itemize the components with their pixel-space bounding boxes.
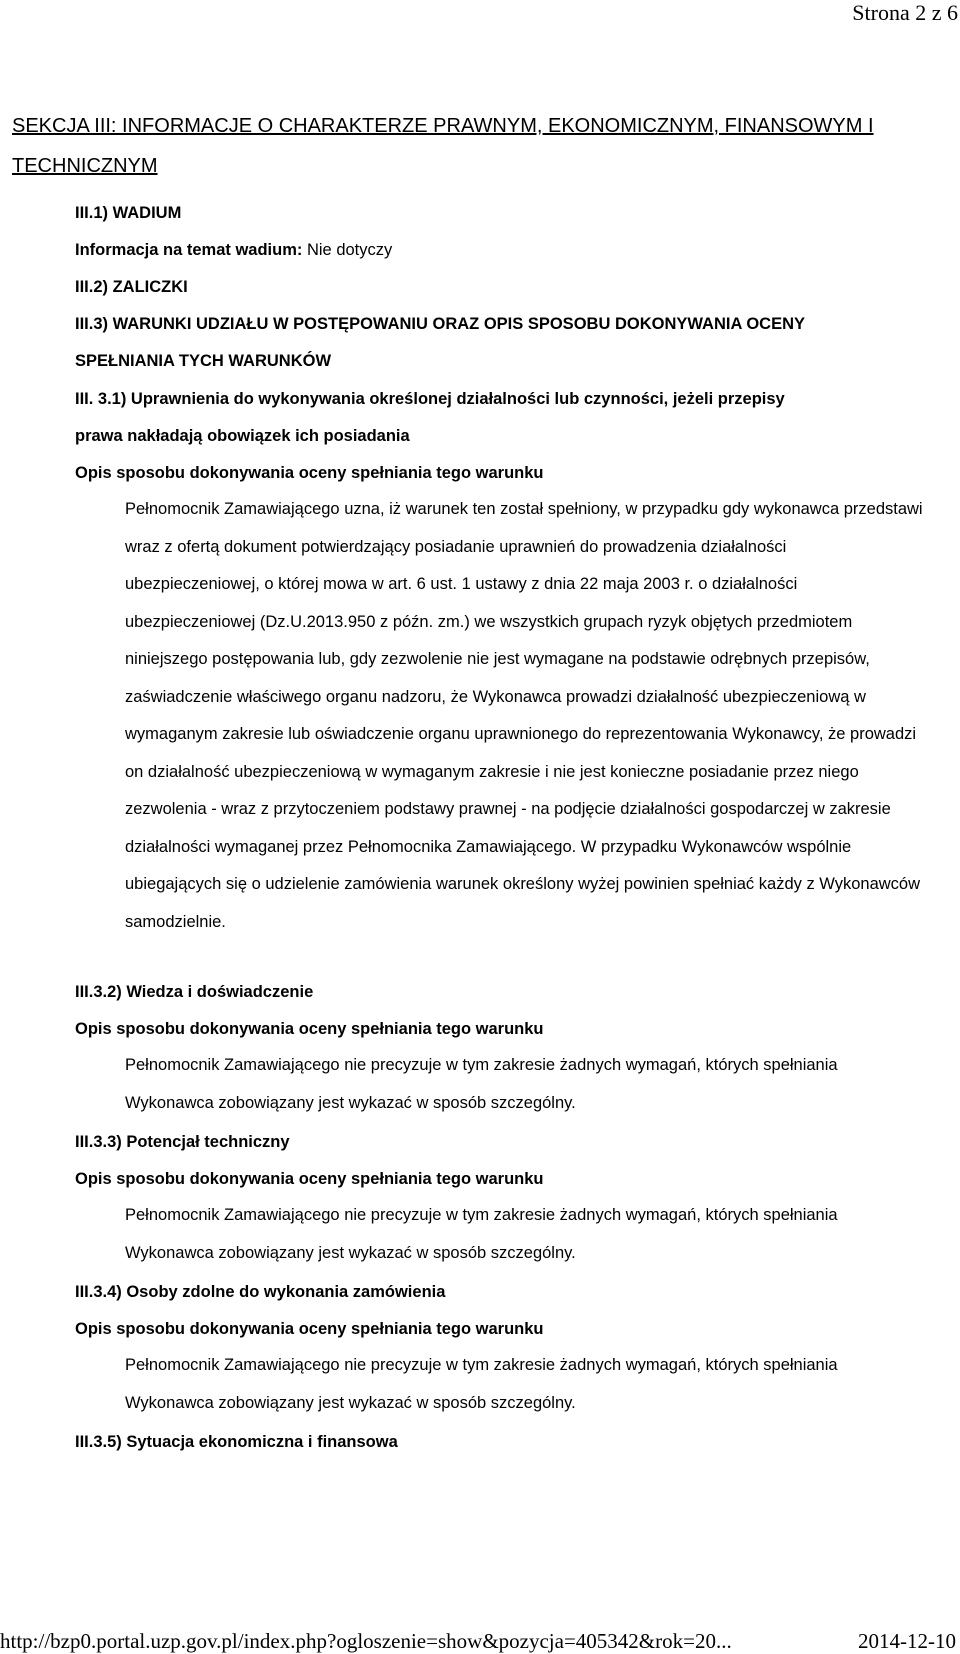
footer-date: 2014-12-10: [858, 1629, 956, 1653]
osoby-opis-label: Opis sposobu dokonywania oceny spełniania tego warunku: [75, 1320, 544, 1338]
wiedza-heading: III.3.2) Wiedza i doświadczenie: [75, 983, 314, 1001]
potencjal-opis-label: Opis sposobu dokonywania oceny spełniania tego warunku: [75, 1170, 544, 1188]
wadium-heading: III.1) WADIUM: [75, 204, 182, 222]
wiedza-opis-label: Opis sposobu dokonywania oceny spełniania tego warunku: [75, 1020, 544, 1038]
wiedza-text: Pełnomocnik Zamawiającego nie precyzuje w tym zakresie żadnych wymagań, których spełniania Wykonawca zobowiązany jest wykazać w sposób szczególny.: [125, 1056, 838, 1112]
osoby-heading: III.3.4) Osoby zdolne do wykonania zamówienia: [75, 1283, 446, 1301]
wadium-info-value: Nie dotyczy: [302, 241, 393, 259]
uprawnienia-text: Pełnomocnik Zamawiającego uzna, iż warunek ten został spełniony, w przypadku gdy wykonawca przedstawi wraz z ofertą dokument potwierdzający posiadanie uprawnień do prowadzenia działalności ubezpieczeniowej, o której mowa w art. 6 ust. 1 ustawy z dnia 22 maja 2003 r. o działalności ubezpieczeniowej (Dz.U.2013.950 z późn. zm.) we wszystkich grupach ryzyk objętych przedmiotem niniejszego postępowania lub, gdy zezwolenie nie jest wymagane na podstawie odrębnych przepisów, zaświadczenie właściwego organu nadzoru, że Wykonawca prowadzi działalność ubezpieczeniową w wymaganym zakresie lub oświadczenie organu uprawnionego do reprezentowania Wykonawcy, że prowadzi on działalność ubezpieczeniową w wymaganym zakresie i nie jest konieczne posiadanie przez niego zezwolenia - wraz z przytoczeniem podstawy prawnej - na podjęcie działalności gospodarczej w zakresie działalności wymaganej przez Pełnomocnika Zamawiającego. W przypadku Wykonawców wspólnie ubiegających się o udzielenie zamówienia warunek określony wyżej powinien spełniać każdy z Wykonawców samodzielnie.: [125, 500, 923, 931]
uprawnienia-heading-line1: III. 3.1) Uprawnienia do wykonywania określonej działalności lub czynności, jeżeli przepisy: [75, 390, 785, 408]
zaliczki-heading: III.2) ZALICZKI: [75, 278, 188, 296]
page-indicator: Strona 2 z 6: [852, 0, 958, 25]
uprawnienia-opis-label: Opis sposobu dokonywania oceny spełniania tego warunku: [75, 464, 544, 482]
footer-url: http://bzp0.portal.uzp.gov.pl/index.php?ogloszenie=show&pozycja=405342&rok=20...: [0, 1629, 732, 1653]
wadium-info: [75, 239, 392, 261]
potencjal-text: Pełnomocnik Zamawiającego nie precyzuje w tym zakresie żadnych wymagań, których spełniania Wykonawca zobowiązany jest wykazać w sposób szczególny.: [125, 1206, 838, 1262]
wadium-info-label: Informacja na temat wadium:: [75, 241, 303, 259]
osoby-text: Pełnomocnik Zamawiającego nie precyzuje w tym zakresie żadnych wymagań, których spełniania Wykonawca zobowiązany jest wykazać w sposób szczególny.: [125, 1356, 838, 1412]
potencjal-heading: III.3.3) Potencjał techniczny: [75, 1133, 290, 1151]
section-title: SEKCJA III: INFORMACJE O CHARAKTERZE PRAWNYM, EKONOMICZNYM, FINANSOWYM I TECHNICZNYM: [12, 115, 874, 177]
sytuacja-heading: III.3.5) Sytuacja ekonomiczna i finansowa: [75, 1433, 398, 1451]
warunki-heading-line1: III.3) WARUNKI UDZIAŁU W POSTĘPOWANIU ORAZ OPIS SPOSOBU DOKONYWANIA OCENY: [75, 315, 806, 333]
warunki-heading-line2: SPEŁNIANIA TYCH WARUNKÓW: [75, 352, 332, 370]
uprawnienia-heading-line2: prawa nakładają obowiązek ich posiadania: [75, 427, 410, 445]
